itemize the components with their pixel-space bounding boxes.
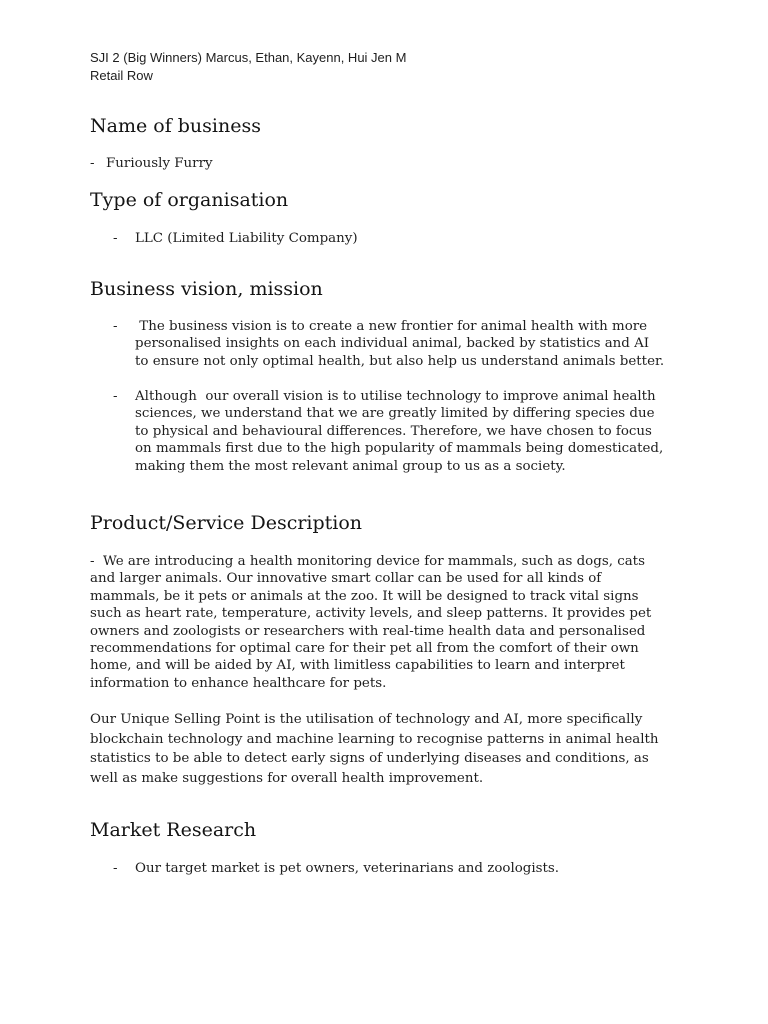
vision-item-text: Although our overall vision is to utilise technology to improve animal health sciences, we understand that we are greatly limited by differing species due to physical and behavioural differences. Therefore, we have chosen to focus on mammals first due to the high popularity of mammals being domesticated, making them the most relevant animal group to us as a society. [135, 389, 668, 474]
document-header [90, 49, 406, 85]
product-description-paragraph: - We are introducing a health monitoring device for mammals, such as dogs, cats and larger animals. Our innovative smart collar can be used for all kinds of mammals, be it pets or animals at the zoo. It will be designed to track vital signs such as heart rate, temperature, activity levels, and sleep patterns. It provides pet owners and zoologists or researchers with real-time health data and personalised recommendations for optimal care for their pet all from the comfort of their own home, and will be aided by AI, with limitless capabilities to learn and interpret information to enhance healthcare for pets. [90, 554, 656, 691]
heading-product-service-description: Product/Service Description [90, 512, 363, 534]
heading-type-of-organisation: Type of organisation [90, 189, 289, 211]
organisation-type-item [113, 230, 653, 247]
market-research-text: Our target market is pet owners, veterinarians and zoologists. [135, 861, 560, 876]
vision-item [113, 388, 668, 475]
heading-business-vision-mission: Business vision, mission [90, 278, 323, 300]
dash-marker: - [113, 861, 118, 876]
business-name-item [90, 155, 650, 172]
header-team-line: SJI 2 (Big Winners) Marcus, Ethan, Kayenn, Hui Jen M [90, 50, 407, 65]
vision-item [113, 318, 665, 370]
heading-name-of-business: Name of business [90, 115, 261, 137]
market-research-item [113, 860, 665, 877]
dash-marker: - [113, 319, 118, 334]
vision-item-text: The business vision is to create a new frontier for animal health with more personalised insights on each individual animal, backed by statistics and AI to ensure not only optimal health, but also help us understand animals better. [135, 319, 665, 369]
business-name-text: Furiously Furry [106, 156, 213, 171]
usp-paragraph: Our Unique Selling Point is the utilisation of technology and AI, more specifically blockchain technology and machine learning to recognise patterns in animal health statistics to be able to detect early signs of underlying diseases and conditions, as well as make suggestions for overall health improvement. [90, 712, 659, 786]
heading-market-research: Market Research [90, 819, 257, 841]
dash-marker: - [113, 231, 118, 246]
header-subtitle-line: Retail Row [90, 68, 153, 83]
dash-marker: - [113, 389, 118, 404]
dash-marker: - [90, 156, 95, 171]
organisation-type-text: LLC (Limited Liability Company) [135, 231, 358, 246]
